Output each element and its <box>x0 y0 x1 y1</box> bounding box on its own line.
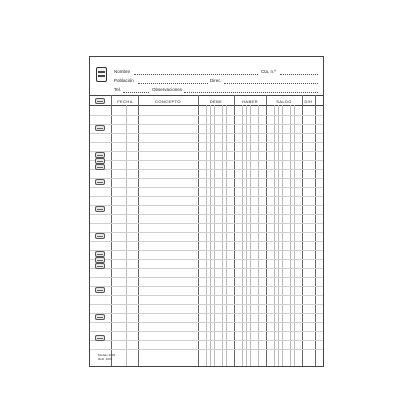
table-row <box>90 349 323 350</box>
digit-divider <box>282 105 283 366</box>
direc-field[interactable] <box>224 83 318 84</box>
table-row <box>90 295 323 296</box>
punch-mark-icon <box>95 287 105 293</box>
digit-divider <box>206 105 207 366</box>
tel-field[interactable] <box>123 92 149 93</box>
digit-divider <box>242 105 243 366</box>
column-divider <box>302 95 303 366</box>
table-row <box>90 259 323 260</box>
nombre-field[interactable] <box>134 74 258 75</box>
col-haber: HABER <box>242 99 258 104</box>
table-row <box>90 286 323 287</box>
digit-divider <box>294 105 295 366</box>
table-row <box>90 268 323 269</box>
column-divider <box>234 95 235 366</box>
table-row <box>90 340 323 341</box>
punch-mark-icon <box>95 314 105 320</box>
table-row <box>90 187 323 188</box>
col-saldo: SALDO <box>276 99 292 104</box>
punch-mark-icon <box>95 179 105 185</box>
column-divider <box>198 95 199 366</box>
footer-ref: Refil. 3002 <box>98 357 113 361</box>
digit-divider <box>226 105 227 366</box>
col-concepto: CONCEPTO <box>155 99 181 104</box>
digit-divider <box>258 105 259 366</box>
table-row <box>90 277 323 278</box>
table-row <box>90 160 323 161</box>
table-row <box>90 322 323 323</box>
punch-mark-icon <box>95 233 105 239</box>
table-row <box>90 115 323 116</box>
punch-mark-icon <box>95 125 105 131</box>
punch-mark-icon <box>95 164 105 170</box>
observaciones-label: Observaciones <box>152 87 183 92</box>
table-row <box>90 331 323 332</box>
punch-mark-icon <box>95 263 105 269</box>
table-row <box>90 151 323 152</box>
digit-divider <box>214 105 215 366</box>
tel-label: Tel. <box>114 87 122 92</box>
col-fecha: FECHA <box>117 99 133 104</box>
column-divider <box>266 95 267 366</box>
column-divider <box>138 95 139 366</box>
table-row <box>90 313 323 314</box>
digit-divider <box>126 105 127 366</box>
cta-label: Cta. n.º <box>261 69 276 74</box>
table-row <box>90 178 323 179</box>
col-debe: DEBE <box>209 99 223 104</box>
table-row <box>90 133 323 134</box>
punch-mark-icon <box>95 206 105 212</box>
nombre-label: Nombre <box>114 69 131 74</box>
table-row <box>90 196 323 197</box>
digit-divider <box>222 105 223 366</box>
digit-divider <box>278 105 279 366</box>
digit-divider <box>274 105 275 366</box>
digit-divider <box>210 105 211 366</box>
col-dh: D/H <box>304 99 313 104</box>
table-row <box>90 214 323 215</box>
direc-label: Direc. <box>210 78 222 83</box>
table-row <box>90 250 323 251</box>
header-separator <box>90 95 323 96</box>
table-row <box>90 304 323 305</box>
observaciones-field[interactable] <box>184 92 318 93</box>
table-row <box>90 124 323 125</box>
table-row <box>90 205 323 206</box>
poblacion-field[interactable] <box>138 83 208 84</box>
column-divider <box>111 95 112 366</box>
brand-logo-icon <box>96 67 107 82</box>
poblacion-label: Población <box>114 78 134 83</box>
table-row <box>90 241 323 242</box>
ledger-sheet <box>89 56 324 367</box>
digit-divider <box>250 105 251 366</box>
cta-field[interactable] <box>280 74 318 75</box>
table-row <box>90 169 323 170</box>
table-row <box>90 142 323 143</box>
column-divider <box>315 95 316 366</box>
table-row <box>90 223 323 224</box>
digit-divider <box>290 105 291 366</box>
punch-mark-icon <box>95 98 105 104</box>
punch-mark-icon <box>95 335 105 341</box>
digit-divider <box>246 105 247 366</box>
footer-model: Modelo 3002 <box>98 353 116 357</box>
table-row <box>90 232 323 233</box>
